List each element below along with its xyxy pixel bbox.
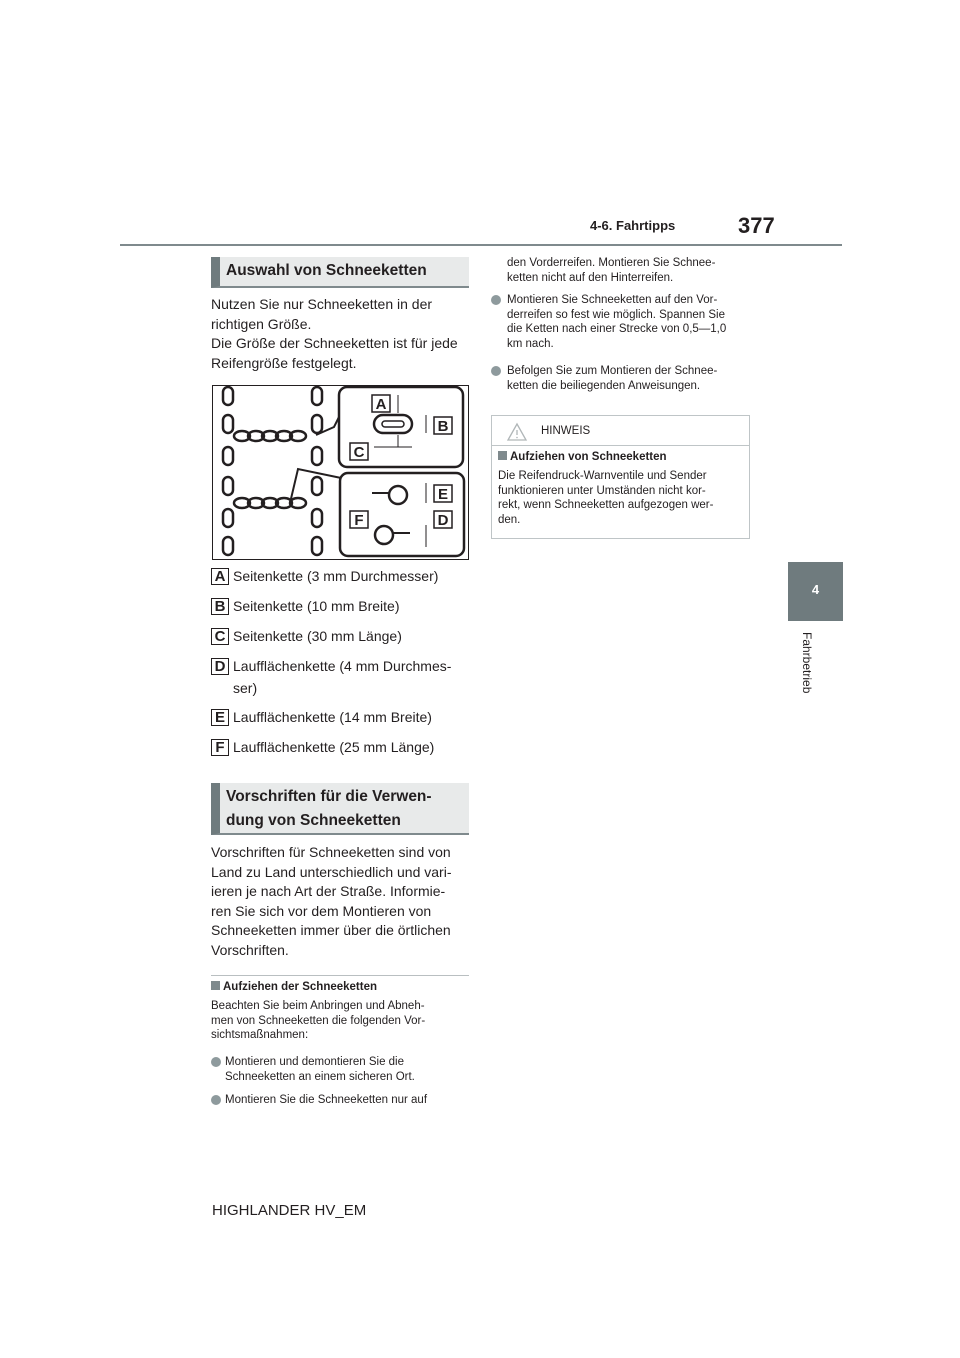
section-heading-selection (211, 257, 469, 288)
section-heading-regulations (211, 783, 469, 835)
text-line: den Vorderreifen. Montieren Sie Schnee- (507, 257, 716, 269)
figure-letter-d: D (437, 512, 449, 529)
legend-key: E (211, 709, 229, 726)
bullet-text (507, 364, 757, 393)
text-line: Nutzen Sie nur Schneeketten in der (211, 296, 433, 312)
footer-model: HIGHLANDER HV_EM (212, 1202, 367, 1219)
text-line: Land zu Land unterschiedlich und vari- (211, 863, 452, 880)
subsection-heading (211, 980, 377, 995)
text-line: rekt, wenn Schneeketten aufgezogen wer- (498, 499, 714, 511)
text-line: Vorschriften für Schneeketten sind von (211, 844, 451, 860)
regulations-paragraph (211, 843, 473, 960)
legend-key: A (211, 568, 229, 585)
square-bullet-icon (211, 981, 220, 990)
legend-text: Laufflächenkette (4 mm Durchmes- (233, 658, 452, 674)
subsection-heading-text: Aufziehen der Schneeketten (223, 981, 378, 993)
text-line: Montieren und demontieren Sie die (225, 1056, 405, 1068)
text-line: ketten nicht auf den Hinterreifen. (507, 271, 674, 284)
text-line: Montieren Sie die Schneeketten nur auf (225, 1094, 428, 1106)
text-line: Vorschriften. (211, 941, 289, 958)
bullet-icon (491, 366, 501, 376)
note-heading (498, 450, 667, 465)
note-box (491, 415, 750, 539)
figure-letter-e: E (437, 486, 449, 503)
text-line: ketten die beiliegenden Anweisungen. (507, 379, 701, 392)
text-line: richtigen Größe. (211, 315, 312, 332)
text-line: derreifen so fest wie möglich. Spannen Sie (507, 308, 725, 321)
text-line: Schneeketten immer über die örtlichen (211, 922, 451, 938)
warning-triangle-icon (506, 422, 528, 442)
legend-key: B (211, 598, 229, 615)
text-line: ieren je nach Art der Straße. Informie- (211, 883, 446, 899)
text-line: Montieren Sie Schneeketten auf den Vor- (507, 294, 718, 306)
legend-text: Seitenkette (10 mm Breite) (233, 598, 400, 614)
figure-letter-a: A (375, 396, 387, 413)
legend-text: Seitenkette (3 mm Durchmesser) (233, 568, 439, 584)
text-line: men von Schneeketten die folgenden Vor- (211, 1014, 426, 1027)
text-line: Die Reifendruck-Warnventile und Sender (498, 470, 707, 482)
legend-text: Seitenkette (30 mm Länge) (233, 628, 402, 644)
legend-text: Laufflächenkette (25 mm Länge) (233, 739, 435, 755)
bullet-text (507, 293, 757, 351)
text-line: km nach. (507, 337, 554, 350)
legend-key: C (211, 628, 229, 645)
text-line: Beachten Sie beim Anbringen und Abneh- (211, 1000, 425, 1012)
snow-chain-figure (212, 385, 469, 560)
section-heading-text: Auswahl von Schneeketten (226, 262, 427, 279)
subsection-rule (211, 975, 469, 976)
legend-key: D (211, 658, 229, 675)
note-divider (492, 445, 749, 446)
bullet-icon (211, 1095, 221, 1105)
note-heading-text: Aufziehen von Schneeketten (510, 451, 667, 463)
bullet-text (225, 1093, 475, 1108)
bullet-text (225, 1055, 475, 1084)
figure-letter-f: F (354, 512, 364, 529)
header-rule (120, 244, 842, 246)
square-bullet-icon (498, 451, 507, 460)
page-number: 377 (738, 213, 775, 238)
text-line: funktionieren unter Umständen nicht kor- (498, 484, 706, 497)
intro-paragraph (211, 295, 471, 373)
text-line: die Ketten nach einer Strecke von 0,5—1,0 (507, 323, 727, 335)
legend-text: Laufflächenkette (14 mm Breite) (233, 709, 432, 725)
bullet-icon (211, 1057, 221, 1067)
text-line: sichtsmaßnahmen: (211, 1029, 309, 1041)
text-line: Die Größe der Schneeketten ist für jede (211, 335, 458, 351)
subsection-paragraph (211, 999, 473, 1043)
section-heading-line: Vorschriften für die Verwen- (226, 788, 432, 805)
continued-text (507, 256, 757, 285)
note-text (498, 469, 748, 527)
bullet-icon (491, 295, 501, 305)
figure-letter-b: B (437, 418, 449, 435)
section-heading-line: dung von Schneeketten (226, 812, 401, 829)
legend-key: F (211, 739, 229, 756)
chapter-number: 4 (811, 582, 820, 597)
chapter-title: Fahrbetrieb (800, 632, 814, 694)
legend-text-continued: ser) (233, 680, 258, 696)
text-line: Schneeketten an einem sicheren Ort. (225, 1070, 415, 1083)
text-line: ren Sie sich vor dem Montieren von (211, 902, 432, 919)
note-label: HINWEIS (541, 425, 591, 437)
text-line: den. (498, 513, 521, 526)
text-line: Reifengröße festgelegt. (211, 354, 357, 371)
text-line: Befolgen Sie zum Montieren der Schnee- (507, 365, 718, 377)
figure-letter-c: C (353, 444, 365, 461)
section-label: 4-6. Fahrtipps (590, 218, 676, 233)
